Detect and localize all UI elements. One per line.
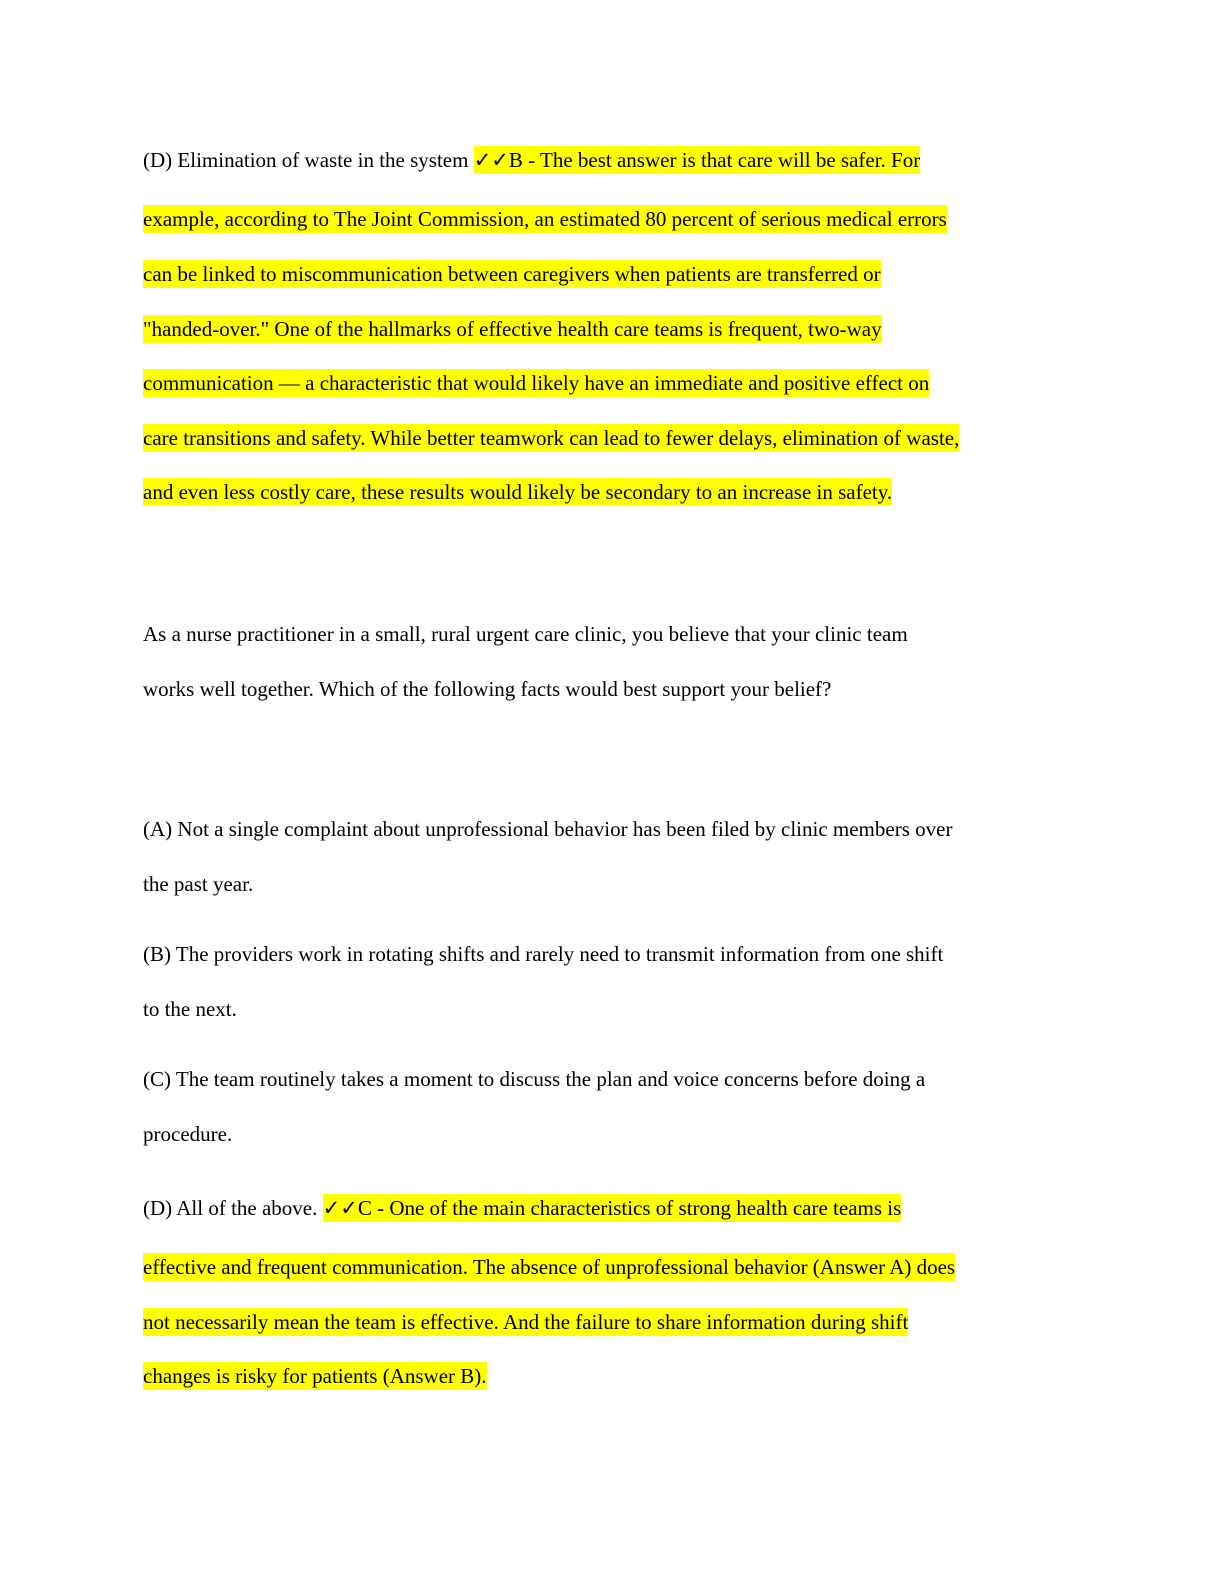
option-a-cont: the past year. xyxy=(143,872,254,896)
answer-highlight: example, according to The Joint Commission, an estimated 80 percent of serious medical errors xyxy=(143,207,947,231)
answer-text-line xyxy=(143,477,892,507)
answer-highlight: "handed-over." One of the hallmarks of effective health care teams is frequent, two-way xyxy=(143,317,882,341)
answer-highlight: communication — a characteristic that would likely have an immediate and positive effect on xyxy=(143,371,930,395)
answer-highlight: ✓✓B - The best answer is that care will be safer. For xyxy=(473,148,921,172)
option-d-line xyxy=(143,145,920,175)
answer-text-line xyxy=(143,204,947,234)
answer-text-line xyxy=(143,314,882,344)
option-b-cont: to the next. xyxy=(143,997,237,1021)
answer-highlight: and even less costly care, these results would likely be secondary to an increase in safety. xyxy=(143,480,893,504)
option-c-cont: procedure. xyxy=(143,1122,233,1146)
answer-text-line xyxy=(143,1307,908,1337)
option-d-text: (D) Elimination of waste in the system xyxy=(143,148,474,172)
answer-highlight: care transitions and safety. While better teamwork can lead to fewer delays, elimination of waste, xyxy=(143,426,960,450)
answer-highlight: can be linked to miscommunication between caregivers when patients are transferred or xyxy=(143,262,881,286)
option-c: (C) The team routinely takes a moment to discuss the plan and voice concerns before doing a xyxy=(143,1067,926,1091)
answer-highlight: not necessarily mean the team is effective. And the failure to share information during shift xyxy=(143,1310,909,1334)
answer-text-line xyxy=(143,259,881,289)
answer-highlight: ✓✓C - One of the main characteristics of strong health care teams is xyxy=(322,1196,902,1220)
answer-text-line xyxy=(143,1361,487,1391)
answer-text-line xyxy=(143,1252,955,1282)
option-d-line xyxy=(143,1193,901,1223)
answer-text-line xyxy=(143,423,959,453)
option-a: (A) Not a single complaint about unprofessional behavior has been filed by clinic members over xyxy=(143,817,953,841)
option-d-text: (D) All of the above. xyxy=(143,1196,323,1220)
answer-highlight: effective and frequent communication. The absence of unprofessional behavior (Answer A) does xyxy=(143,1255,956,1279)
question-text: works well together. Which of the following facts would best support your belief? xyxy=(143,677,832,701)
option-b: (B) The providers work in rotating shifts and rarely need to transmit information from one shift xyxy=(143,942,944,966)
answer-highlight: changes is risky for patients (Answer B). xyxy=(143,1364,487,1388)
question-text: As a nurse practitioner in a small, rural urgent care clinic, you believe that your clinic team xyxy=(143,622,908,646)
answer-text-line xyxy=(143,368,929,398)
